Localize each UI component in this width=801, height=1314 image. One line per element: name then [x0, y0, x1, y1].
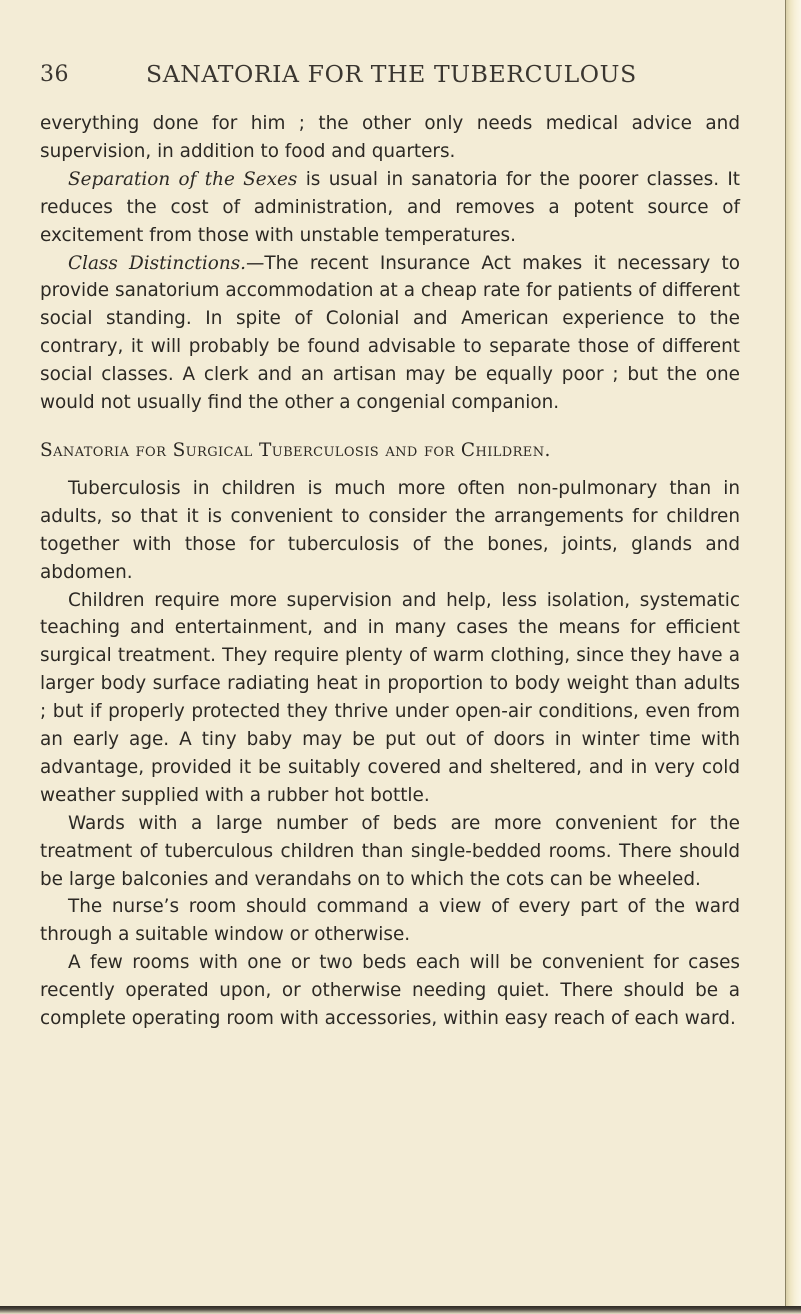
- paragraph-text: —The recent Insurance Act makes it necessary to provide sanatorium accommodation at a cheap rate for patients of different social standing. In spite of Colonial and American experience to the contrary, it will probably be found advisable to separate those of different social classes. A clerk and an artisan may be equally poor ; but the one would not usually find the other a congenial companion.: [40, 252, 741, 414]
- paragraph: [40, 110, 740, 166]
- runin-heading: Separation of the Sexes: [68, 168, 298, 190]
- paragraph: Children require more supervision and help, less isolation, systematic teaching and entertainment, and in many cases the means for efficient surgical treatment. They require plenty of warm clothing, since they have a larger body surface radiating heat in proportion to body weight than adults ; but if properly protected they thrive under open-air conditions, even from an early age. A tiny baby may be put out of doors in winter time with advantage, provided it be suitably covered and sheltered, and in very cold weather supplied with a rubber hot bottle.: [40, 589, 740, 806]
- paragraph: A few rooms with one or two beds each will be convenient for cases recently operated upon, or otherwise needing quiet. There should be a complete operating room with accessories, within easy reach of each ward.: [40, 952, 740, 1030]
- paragraph: Wards with a large number of beds are more convenient for the treatment of tuberculous children than single-bedded rooms. There should be large balconies and verandahs on to which the cots can be wheeled.: [40, 812, 740, 890]
- paragraph-text: is usual in sanatoria for the poorer classes. It reduces the cost of administration, and removes a potent source of excitement from those with unstable temperatures.: [40, 168, 741, 246]
- page-edge-bottom: [0, 1306, 801, 1314]
- paragraph: [40, 250, 740, 417]
- page-edge-right: [786, 0, 801, 1314]
- section-heading: Sanatoria for Surgical Tuberculosis and for Children.: [40, 439, 551, 461]
- running-head: SANATORIA FOR THE TUBERCULOUS: [146, 60, 637, 88]
- paragraph-text: everything done for him ; the other only needs medical advice and supervision, in addition to food and quarters.: [40, 113, 740, 162]
- paragraph: The nurse’s room should command a view of every part of the ward through a suitable window or otherwise.: [40, 896, 740, 946]
- page-header: [40, 58, 740, 90]
- runin-heading: Class Distinctions.: [68, 252, 246, 274]
- page-number: 36: [40, 62, 69, 87]
- body-text: [40, 110, 740, 1033]
- paragraph: [40, 166, 740, 250]
- paragraph: Tuberculosis in children is much more often non-pulmonary than in adults, so that it is convenient to consider the arrangements for children together with those for tuberculosis of the bones, joints, glands and abdomen.: [40, 477, 740, 583]
